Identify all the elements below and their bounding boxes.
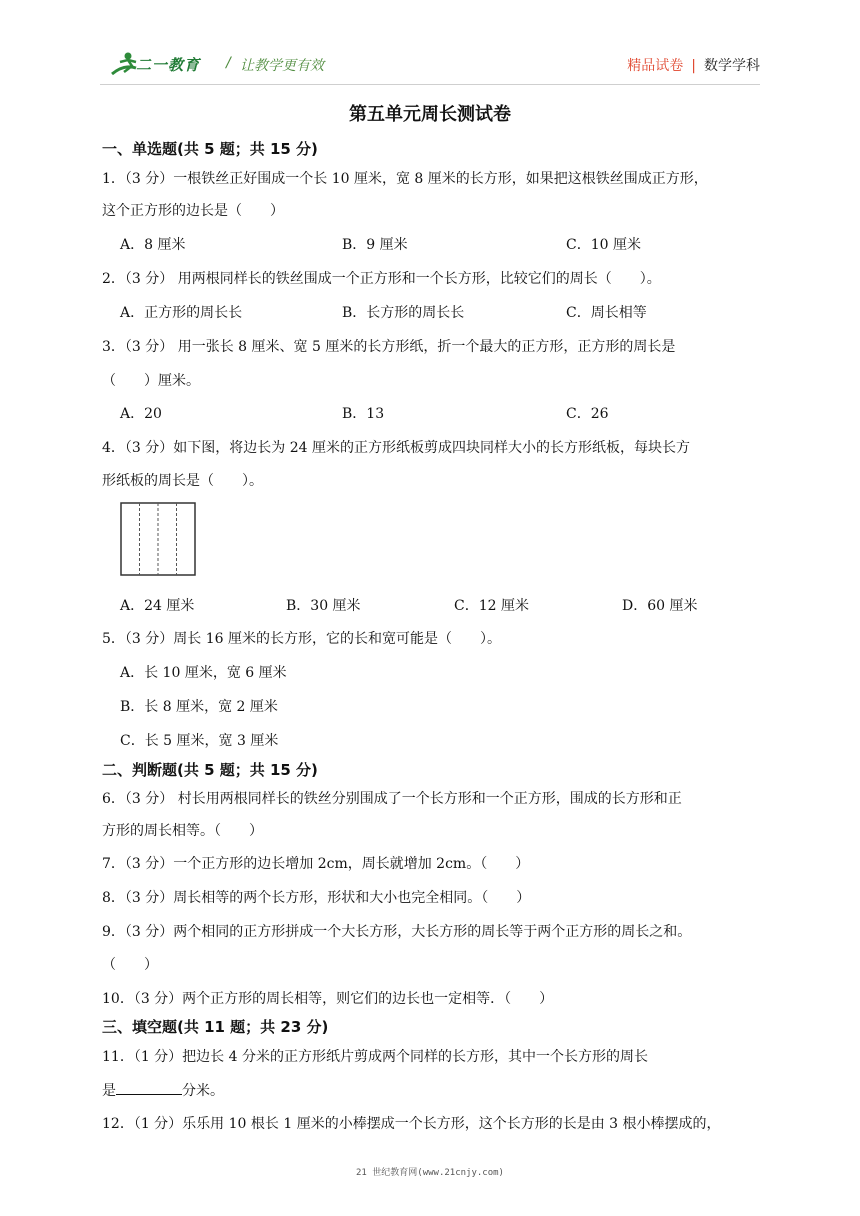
q9-text-line2: （ ） [102,957,158,973]
q1-text-line1: 1．（3 分）一根铁丝正好围成一个长 10 厘米，宽 8 厘米的长方形，如果把这根铁丝围成正方形， [102,171,708,187]
page-header [100,48,760,84]
q4-text-line2: 形纸板的周长是（ ）。 [102,473,263,489]
q4-text-line1: 4．（3 分）如下图，将边长为 24 厘米的正方形纸板剪成四块同样大小的长方形纸板，每块长方 [102,440,690,456]
q4-option-a[interactable]: A．24 厘米 [120,598,195,614]
q10-text: 10．（3 分）两个正方形的周长相等，则它们的边长也一定相等．（ ） [102,991,554,1007]
section-heading-single-choice: 一、单选题(共 5 题；共 15 分) [102,140,318,158]
header-tags [627,55,760,75]
q11-text-line1: 11．（1 分）把边长 4 分米的正方形纸片剪成两个同样的长方形，其中一个长方形的周长 [102,1049,648,1065]
q3-option-a[interactable]: A．20 [120,406,162,422]
q11-answer-blank[interactable] [116,1080,182,1095]
q11-text-line2 [102,1080,224,1100]
page-footer: 21 世纪教育网(www.21cnjy.com) [356,1168,504,1178]
q1-option-b[interactable]: B．9 厘米 [342,237,408,253]
header-slogan: 让教学更有效 [240,58,324,74]
logo-text: 二一教育 [136,56,201,74]
q5-text-line1: 5．（3 分）周长 16 厘米的长方形，它的长和宽可能是（ ）。 [102,631,501,647]
q2-option-c[interactable]: C．周长相等 [566,305,647,321]
header-slash: / [226,55,231,71]
q3-option-b[interactable]: B．13 [342,406,385,422]
q3-text-line2: （ ）厘米。 [102,373,200,389]
section-heading-true-false: 二、判断题(共 5 题；共 15 分) [102,761,318,779]
q1-option-a[interactable]: A．8 厘米 [120,237,186,253]
q11-suffix: 分米。 [182,1083,224,1099]
header-tag-subject: 数学学科 [704,58,760,74]
page-title: 第五单元周长测试卷 [349,104,511,125]
q12-text-line1: 12．（1 分）乐乐用 10 根长 1 厘米的小棒摆成一个长方形，这个长方形的长是由 3 根小棒摆成的， [102,1116,721,1132]
q5-option-a[interactable]: A．长 10 厘米，宽 6 厘米 [120,665,287,681]
q2-option-a[interactable]: A．正方形的周长长 [120,305,243,321]
header-tag-quality: 精品试卷 [627,58,684,74]
q1-text-line2: 这个正方形的边长是（ ） [102,203,284,219]
header-separator: | [691,58,696,74]
q4-option-c[interactable]: C．12 厘米 [454,598,529,614]
q11-prefix: 是 [102,1083,116,1099]
q2-text-line1: 2．（3 分） 用两根同样长的铁丝围成一个正方形和一个长方形，比较它们的周长（ ）。 [102,271,661,287]
q5-option-b[interactable]: B．长 8 厘米，宽 2 厘米 [120,699,278,715]
q7-text: 7．（3 分）一个正方形的边长增加 2cm，周长就增加 2cm。（ ） [102,856,530,872]
q8-text: 8．（3 分）周长相等的两个长方形，形状和大小也完全相同。（ ） [102,890,531,906]
q2-option-b[interactable]: B．长方形的周长长 [342,305,465,321]
q6-text-line1: 6．（3 分） 村长用两根同样长的铁丝分别围成了一个长方形和一个正方形，围成的长方形和正 [102,791,682,807]
q4-square-figure [118,500,198,578]
q5-option-c[interactable]: C．长 5 厘米，宽 3 厘米 [120,733,279,749]
q4-option-b[interactable]: B．30 厘米 [286,598,361,614]
header-divider [100,84,760,85]
q4-option-d[interactable]: D．60 厘米 [622,598,698,614]
q3-option-c[interactable]: C．26 [566,406,609,422]
section-heading-fill-blank: 三、填空题(共 11 题；共 23 分) [102,1018,329,1036]
q9-text-line1: 9．（3 分）两个相同的正方形拼成一个大长方形，大长方形的周长等于两个正方形的周长之和。 [102,924,692,940]
q3-text-line1: 3．（3 分） 用一张长 8 厘米、宽 5 厘米的长方形纸，折一个最大的正方形，正方形的周长是 [102,339,676,355]
q1-option-c[interactable]: C．10 厘米 [566,237,641,253]
q6-text-line2: 方形的周长相等。（ ） [102,823,263,839]
